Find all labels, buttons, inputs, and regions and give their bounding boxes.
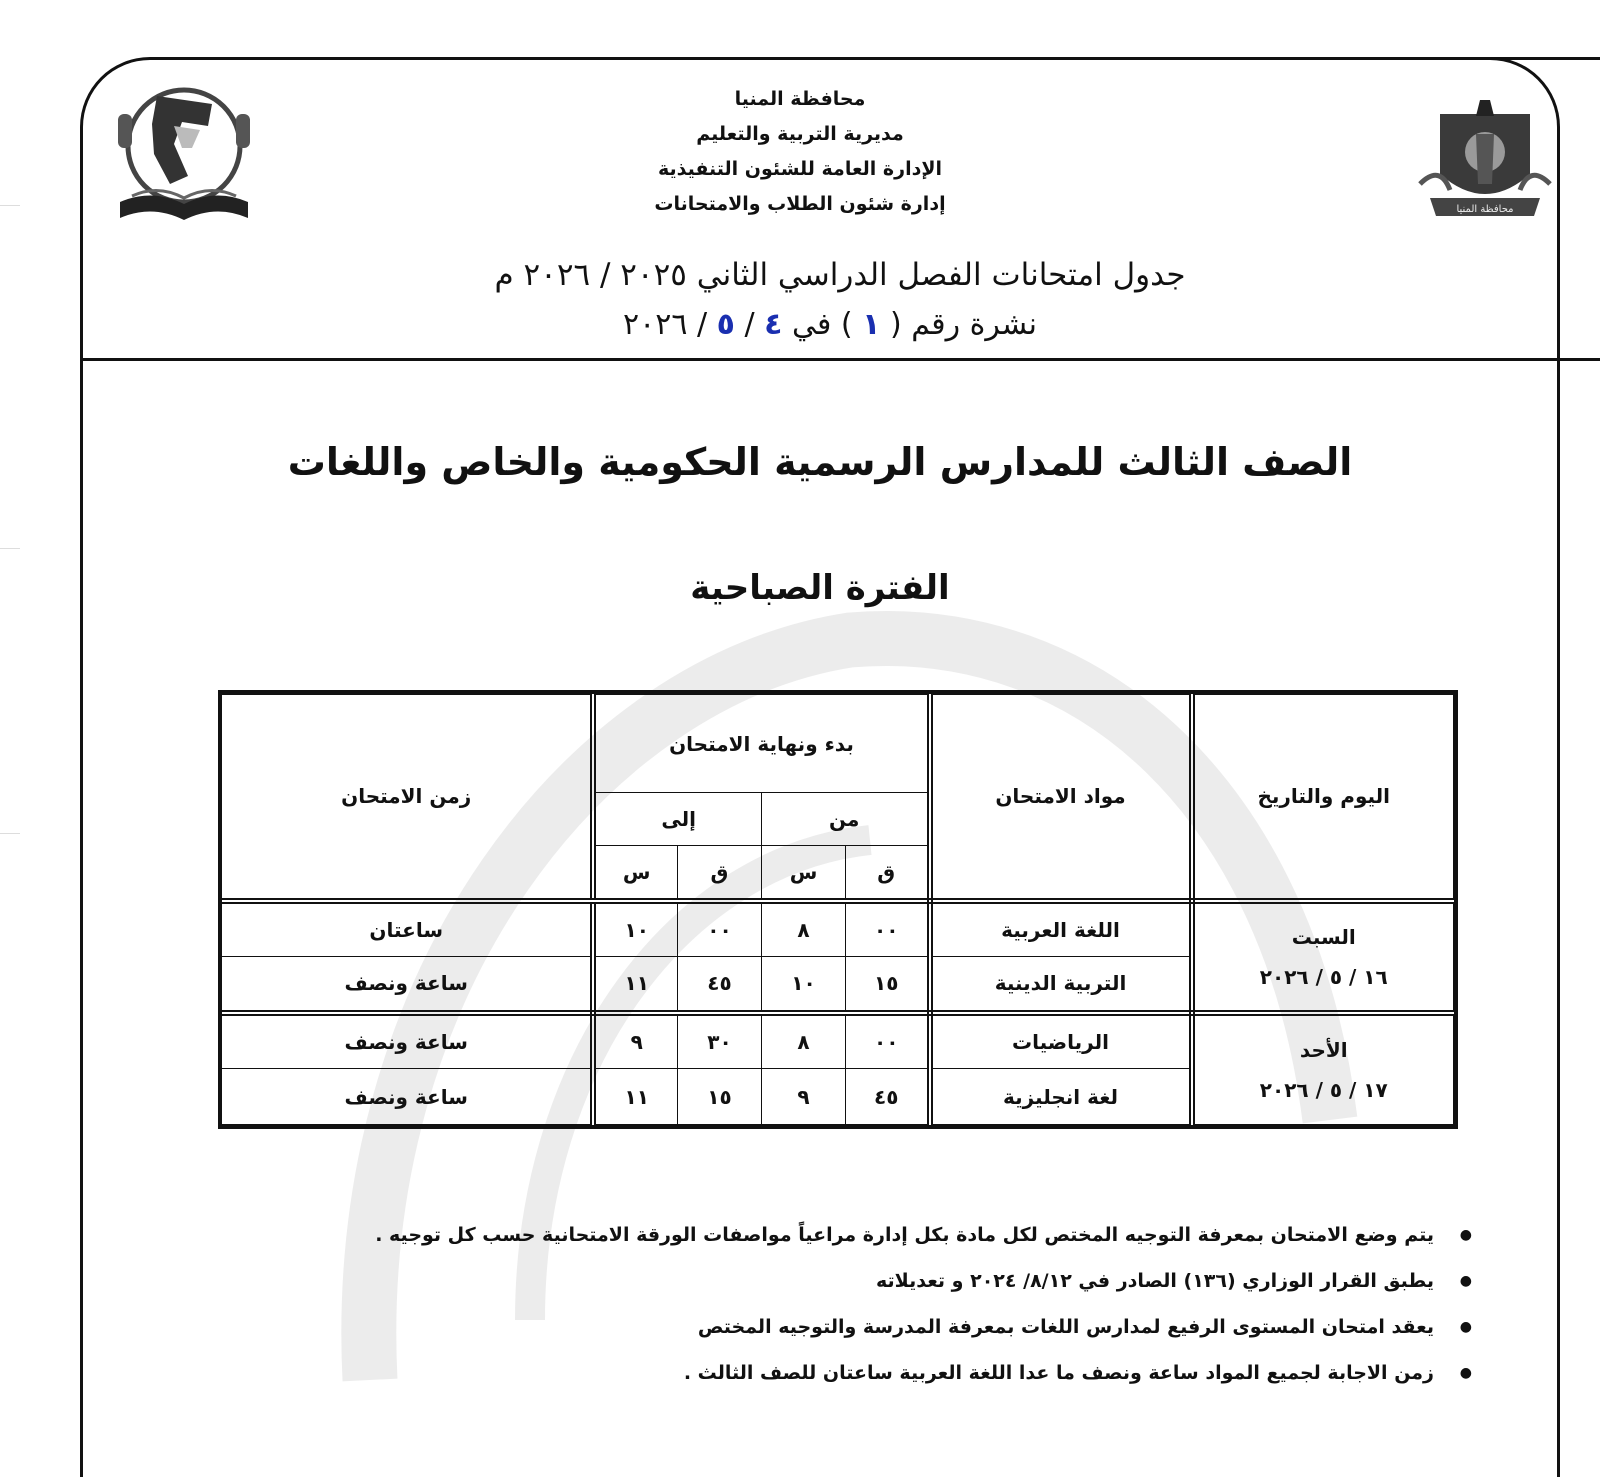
to-hour-cell: ٩	[593, 1013, 677, 1069]
grade-title: الصف الثالث للمدارس الرسمية الحكومية والخاص واللغات	[287, 440, 1353, 484]
bulletin-year: / ٢٠٢٦	[623, 307, 708, 342]
header-divider	[81, 358, 1600, 361]
administration-name: الإدارة العامة للشئون التنفيذية	[657, 158, 943, 180]
bulletin-day: ٤	[764, 307, 783, 342]
duration-cell: ساعة ونصف	[221, 957, 593, 1013]
from-hour-cell: ٩	[762, 1069, 846, 1125]
scan-edge-mark	[0, 205, 20, 206]
list-item: ● زمن الاجابة لجميع المواد ساعة ونصف ما عدا اللغة العربية ساعتان للصف الثالث .	[232, 1350, 1472, 1396]
exam-date: ١٦ / ٥ / ٢٠٢٦	[1259, 964, 1388, 989]
subject-cell: التربية الدينية	[930, 957, 1192, 1013]
header-subjects: مواد الامتحان	[930, 695, 1192, 901]
day-name: الأحد	[1299, 1037, 1348, 1062]
header-from: من	[762, 793, 930, 846]
day-date-cell	[1192, 901, 1454, 1013]
to-hour-cell: ١١	[593, 1069, 677, 1125]
bulletin-line	[520, 305, 1140, 345]
scan-edge-mark	[0, 833, 20, 834]
directorate-name: مديرية التربية والتعليم	[696, 123, 904, 145]
header-start-end: بدء ونهاية الامتحان	[593, 695, 929, 793]
header-to-hour: س	[593, 846, 677, 901]
scan-edge-mark	[0, 548, 20, 549]
bulletin-month: ٥	[716, 307, 735, 342]
bulletin-number: ١	[862, 307, 881, 342]
subject-cell: اللغة العربية	[930, 901, 1192, 957]
to-minute-cell: ١٥	[678, 1069, 762, 1125]
to-minute-cell: ٣٠	[678, 1013, 762, 1069]
header-from-hour: س	[762, 846, 846, 901]
document-title: جدول امتحانات الفصل الدراسي الثاني ٢٠٢٥ / ٢٠٢٦ م	[494, 257, 1186, 293]
list-item: ● يطبق القرار الوزاري (١٣٦) الصادر في ٨/١٢/ ٢٠٢٤ و تعديلاته	[232, 1258, 1472, 1304]
notes-list	[232, 1212, 1472, 1396]
ministry-bust-book-logo-icon	[112, 84, 257, 229]
header-from-minute: ق	[846, 846, 930, 901]
table-row	[221, 1013, 1453, 1069]
from-hour-cell: ١٠	[762, 957, 846, 1013]
list-item: ● يتم وضع الامتحان بمعرفة التوجيه المختص لكل مادة بكل إدارة مراعياً مواصفات الورقة الامتحانية حسب كل توجيه .	[232, 1212, 1472, 1258]
header-day-date: اليوم والتاريخ	[1192, 695, 1454, 901]
department-name: إدارة شئون الطلاب والامتحانات	[654, 193, 946, 215]
header-to-minute: ق	[678, 846, 762, 901]
list-item: ● يعقد امتحان المستوى الرفيع لمدارس اللغات بمعرفة المدرسة والتوجيه المختص	[232, 1304, 1472, 1350]
bulletin-prefix: نشرة رقم (	[890, 307, 1037, 342]
exam-date: ١٧ / ٥ / ٢٠٢٦	[1259, 1077, 1388, 1102]
bulletin-mid: ) في	[792, 307, 853, 342]
bulletin-sep: /	[744, 307, 755, 342]
subject-cell: لغة انجليزية	[930, 1069, 1192, 1125]
duration-cell: ساعة ونصف	[221, 1013, 593, 1069]
minya-governorate-emblem-icon	[1410, 94, 1560, 234]
organization-header	[560, 82, 1040, 222]
to-hour-cell: ١١	[593, 957, 677, 1013]
from-minute-cell: ٤٥	[846, 1069, 930, 1125]
governorate-name: محافظة المنيا	[734, 88, 866, 110]
subject-cell: الرياضيات	[930, 1013, 1192, 1069]
header-duration: زمن الامتحان	[221, 695, 593, 901]
to-hour-cell: ١٠	[593, 901, 677, 957]
table-row	[221, 901, 1453, 957]
page-frame-right	[1480, 57, 1560, 1477]
day-date-cell	[1192, 1013, 1454, 1125]
period-title: الفترة الصباحية	[690, 568, 950, 608]
day-name: السبت	[1291, 924, 1356, 949]
to-minute-cell: ٠٠	[678, 901, 762, 957]
duration-cell: ساعتان	[221, 901, 593, 957]
header-to: إلى	[593, 793, 761, 846]
to-minute-cell: ٤٥	[678, 957, 762, 1013]
from-minute-cell: ٠٠	[846, 1013, 930, 1069]
duration-cell: ساعة ونصف	[221, 1069, 593, 1125]
from-hour-cell: ٨	[762, 1013, 846, 1069]
exam-schedule-table	[218, 690, 1458, 1129]
emblem-caption: محافظة المنيا	[1456, 204, 1514, 215]
from-minute-cell: ١٥	[846, 957, 930, 1013]
from-minute-cell: ٠٠	[846, 901, 930, 957]
from-hour-cell: ٨	[762, 901, 846, 957]
